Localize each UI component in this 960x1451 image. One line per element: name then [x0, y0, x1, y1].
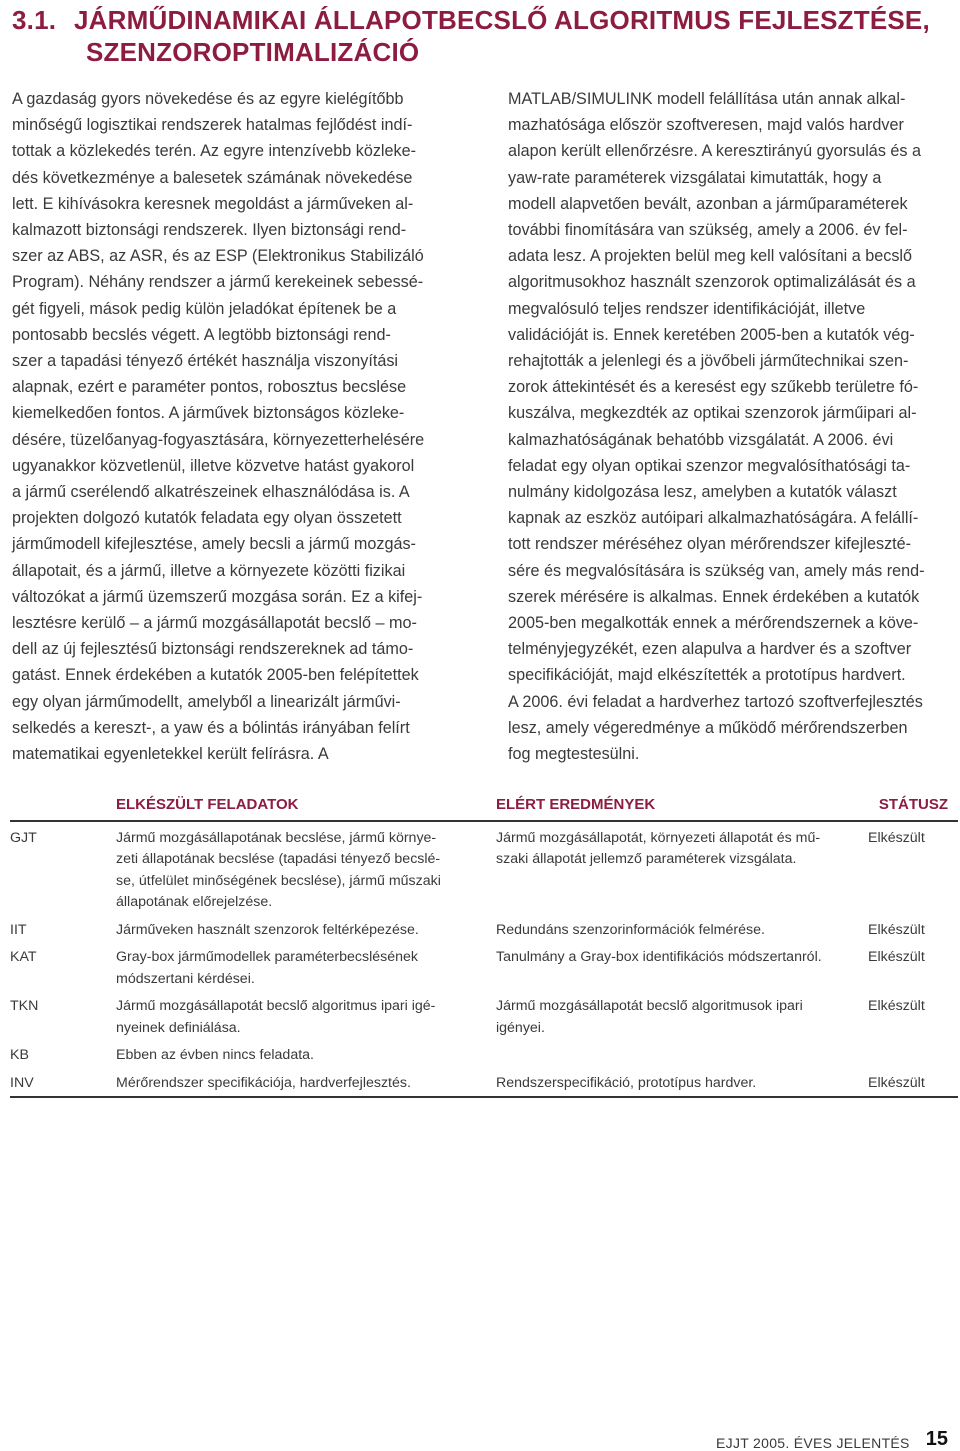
row-code	[10, 990, 116, 1039]
row-result	[496, 1039, 868, 1067]
row-code-text: INV	[10, 1074, 34, 1091]
row-code	[10, 821, 116, 914]
row-task	[116, 941, 496, 990]
left-line: állapotait, és a jármű, illetve a környezete közötti fizikai	[12, 561, 406, 580]
row-status	[868, 1067, 958, 1098]
right-line: tott rendszer méréséhez olyan mérőrendszer kifejleszté-	[508, 535, 912, 554]
right-line: kuszálva, megkezdték az optikai szenzorok járműipari al-	[508, 404, 917, 423]
left-line: selkedés a kereszt-, a yaw és a bólintás irányában felírt	[12, 718, 410, 737]
right-line: fog megtestesülni.	[508, 745, 640, 764]
right-line: algoritmusokhoz használt szenzorok optimalizálását és a	[508, 273, 916, 292]
right-line: mazhatósága először szoftveresen, majd valós hardver	[508, 116, 904, 135]
row-code-text: IIT	[10, 921, 27, 938]
body-column-left	[12, 86, 448, 767]
right-line: további finomítására van szükség, amely a 2006. év fel-	[508, 221, 908, 240]
row-result	[496, 1067, 868, 1098]
section-heading	[12, 4, 942, 68]
row-result-text: Jármű mozgásállapotát becslő algoritmusok ipari	[496, 998, 803, 1014]
row-result	[496, 821, 868, 914]
left-line: A gazdaság gyors növekedése és az egyre kielégítőbb	[12, 90, 404, 108]
row-code-text: KB	[10, 1047, 29, 1063]
left-line: gatást. Ennek érdekében a kutatók 2005-ben felépítettek	[12, 666, 419, 685]
right-line: feladat egy olyan optikai szenzor megvalósíthatósági ta-	[508, 456, 911, 475]
left-line: a jármű cserélendő alkatrészeinek elhasználódása is. A	[12, 483, 410, 502]
left-line: járműmodell kifejlesztése, amely becsli a jármű mozgás-	[12, 535, 416, 554]
page-footer	[716, 1426, 948, 1450]
left-line: kiemelkedően fontos. A járművek biztonságos közleke-	[12, 404, 405, 423]
table-row	[10, 990, 958, 1039]
left-line: projekten dolgozó kutatók feladata egy olyan összetett	[12, 509, 402, 528]
row-code-text: KAT	[10, 949, 37, 965]
row-task-text: Jármű mozgásállapotának becslése, jármű környe-	[116, 829, 437, 846]
table-row	[10, 821, 958, 914]
row-result	[496, 914, 868, 942]
row-task-text: Mérőrendszer specifikációja, hardverfejlesztés.	[116, 1074, 411, 1091]
row-code	[10, 1067, 116, 1098]
right-line: megvalósuló teljes rendszer identifikációját, illetve	[508, 299, 866, 318]
row-task	[116, 1039, 496, 1067]
left-line: kalmazott biztonsági rendszerek. Ilyen biztonsági rend-	[12, 221, 407, 240]
header-results: ELÉRT EREDMÉNYEK	[496, 790, 868, 821]
left-line: pontosabb becslés végett. A legtöbb biztonsági rend-	[12, 325, 391, 344]
row-status-text: Elkészült	[868, 949, 925, 965]
table-header-row	[10, 790, 958, 821]
header-tasks: ELKÉSZÜLT FELADATOK	[116, 790, 496, 821]
row-status-text: Elkészült	[868, 1074, 925, 1091]
section-title-line1: JÁRMŰDINAMIKAI ÁLLAPOTBECSLŐ ALGORITMUS FEJLESZTÉSE,	[74, 5, 930, 35]
row-status	[868, 1039, 958, 1067]
row-result	[496, 990, 868, 1039]
right-line: MATLAB/SIMULINK modell felállítása után annak alkal-	[508, 90, 906, 108]
right-line: validációját is. Ennek keretében 2005-ben a kutatók vég-	[508, 325, 915, 344]
right-line: telményjegyzékét, ezen alapulva a hardver és a szoftver	[508, 640, 912, 659]
left-line: gét figyeli, mások pedig külön jeladókat építenek be a	[12, 299, 397, 318]
left-line: szer az ABS, az ASR, és az ESP (Elektronikus Stabilizáló	[12, 247, 424, 266]
footer-text: EJJT 2005. ÉVES JELENTÉS	[716, 1435, 910, 1451]
left-line: egy olyan járműmodellt, amelyből a linearizált járművi-	[12, 692, 401, 711]
right-line: 2005-ben megalkották ennek a mérőrendszernek a köve-	[508, 614, 919, 633]
left-line: ugyanakkor közvetlenül, illetve közvetve hatást gyakorol	[12, 456, 415, 475]
row-code	[10, 941, 116, 990]
left-line: szer a tapadási tényező értékét használja viszonyítási	[12, 352, 399, 371]
left-line: minőségű logisztikai rendszerek hatalmas fejlődést indí-	[12, 116, 413, 135]
table-row	[10, 914, 958, 942]
row-result-text: igényei.	[496, 1019, 545, 1036]
row-result-text: Rendszerspecifikáció, prototípus hardver.	[496, 1074, 757, 1091]
header-status: STÁTUSZ	[868, 790, 958, 821]
left-line: változókat a jármű üzemszerű mozgása során. Ez a kifej-	[12, 587, 423, 606]
section-number: 3.1.	[12, 5, 57, 35]
row-code	[10, 914, 116, 942]
left-line: dell az új fejlesztésű biztonsági rendszereknek ad támo-	[12, 640, 414, 659]
left-line: Program). Néhány rendszer a jármű kerekeinek sebessé-	[12, 273, 424, 292]
right-line: yaw-rate paraméterek vizsgálatai kimutatták, hogy a	[508, 168, 882, 187]
row-task-text: Ebben az évben nincs feladata.	[116, 1047, 314, 1063]
row-task	[116, 990, 496, 1039]
row-task	[116, 821, 496, 914]
row-status	[868, 941, 958, 990]
left-line: tottak a közlekedés terén. Az egyre intenzívebb közleke-	[12, 142, 417, 161]
row-task-text: nyeinek definiálása.	[116, 1019, 241, 1036]
right-line: adata lesz. A projekten belül meg kell valósítani a becslő	[508, 247, 913, 266]
row-code-text: GJT	[10, 829, 37, 846]
row-task-text: állapotának előrejelzése.	[116, 894, 273, 910]
right-line: modell alapvetően bevált, azonban a járműparaméterek	[508, 194, 908, 213]
right-line: zorok áttekintését és a keresést egy szűkebb területre fó-	[508, 378, 919, 397]
page-number: 15	[925, 1428, 948, 1450]
row-result-text: Redundáns szenzorinformációk felmérése.	[496, 921, 765, 938]
row-task-text: módszertani kérdései.	[116, 970, 255, 987]
row-task	[116, 914, 496, 942]
table-body	[10, 821, 958, 1098]
row-task-text: Jármű mozgásállapotát becslő algoritmus ipari igé-	[116, 998, 436, 1014]
row-status-text: Elkészült	[868, 829, 925, 846]
row-task	[116, 1067, 496, 1098]
row-code-text: TKN	[10, 998, 39, 1014]
table-row	[10, 941, 958, 990]
right-line: alapon került ellenőrzésre. A keresztirányú gyorsulás és a	[508, 142, 922, 161]
left-line: désére, tüzelőanyag-fogyasztására, környezetterhelésére	[12, 430, 425, 449]
row-status	[868, 914, 958, 942]
header-code	[10, 790, 116, 821]
left-line: dés következménye a balesetek számának növekedése	[12, 168, 413, 187]
table-row	[10, 1039, 958, 1067]
right-line: lesz, amely végeredménye a működő mérőrendszerben	[508, 718, 908, 737]
row-task-text: Járműveken használt szenzorok feltérképezése.	[116, 921, 419, 938]
row-result-text: szaki állapotát jellemző paraméterek vizsgálata.	[496, 851, 797, 867]
row-task-text: zeti állapotának becslése (tapadási tényező becslé-	[116, 851, 441, 867]
right-line: sére és megvalósítására is szükség van, amely más rend-	[508, 561, 925, 580]
row-code	[10, 1039, 116, 1067]
left-line: lett. E kihívásokra keresnek megoldást a járműveken al-	[12, 194, 414, 213]
left-line: lesztésre kerülő – a jármű mozgásállapotát becslő – mo-	[12, 614, 417, 633]
row-result-text: Tanulmány a Gray-box identifikációs módszertanról.	[496, 949, 822, 965]
row-task-text: se, útfelület minőségének becslése), jármű műszaki	[116, 872, 441, 889]
row-result	[496, 941, 868, 990]
right-line: nulmány kidolgozása lesz, amelyben a kutatók választ	[508, 483, 897, 502]
left-line: matematikai egyenletekkel került felírásra. A	[12, 745, 329, 764]
tasks-table	[10, 790, 958, 1098]
row-task-text: Gray-box járműmodellek paraméterbecslésének	[116, 949, 419, 965]
right-line: kalmazhatóságának behatóbb vizsgálatát. A 2006. évi	[508, 430, 894, 449]
section-title-line2: SZENZOROPTIMALIZÁCIÓ	[86, 37, 420, 67]
table-row	[10, 1067, 958, 1098]
right-line: rehajtották a jelenlegi és a jövőbeli járműtechnikai szen-	[508, 352, 909, 371]
right-line: szerek mérésére is alkalmas. Ennek érdekében a kutatók	[508, 587, 920, 606]
right-line: A 2006. évi feladat a hardverhez tartozó szoftverfejlesztés	[508, 692, 923, 711]
row-result-text: Jármű mozgásállapotát, környezeti állapotát és mű-	[496, 829, 821, 846]
body-column-right	[508, 86, 944, 767]
right-line: kapnak az eszköz autóipari alkalmazhatóságára. A felállí-	[508, 509, 919, 528]
right-line: specifikációját, majd elkészítették a prototípus hardvert.	[508, 666, 906, 685]
row-status-text: Elkészült	[868, 998, 925, 1014]
row-status	[868, 821, 958, 914]
row-status	[868, 990, 958, 1039]
left-line: alapnak, ezért e paraméter pontos, robosztus becslése	[12, 378, 407, 397]
row-status-text: Elkészült	[868, 921, 925, 938]
